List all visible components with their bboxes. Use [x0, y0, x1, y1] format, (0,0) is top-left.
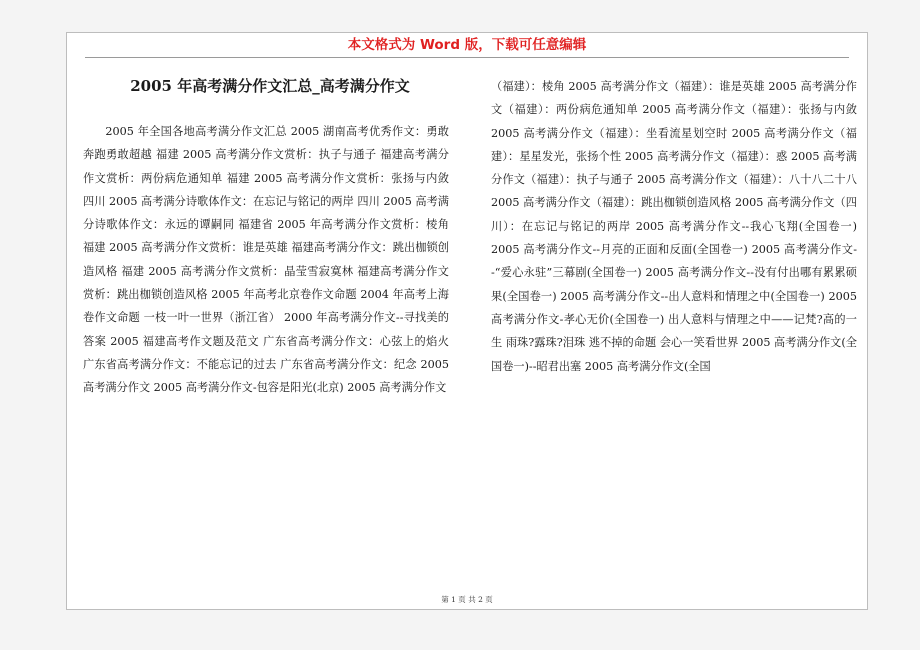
- left-column: [83, 75, 449, 400]
- left-body-text: 2005 年全国各地高考满分作文汇总 2005 湖南高考优秀作文：勇敢奔跑勇敢超越 福建 2005 高考满分作文赏析：执子与通子 福建高考满分作文赏析：两份病危通知单 福建 2005 高考满分作文赏析：张扬与内敛 四川 2005 高考满分诗歌体作文：在忘记与铭记的两岸 四川 2005 高考满分诗歌体作文：永远的谭嗣同 福建省 2005 年高考满分作文赏析：棱角 福建 2005 高考满分作文赏析：谁是英雄 福建高考满分作文：跳出枷锁创造风格 福建 2005 高考满分作文赏析：晶莹雪寂寞林 福建高考满分作文赏析：跳出枷锁创造风格 2005 年高考北京卷作文命题 2004 年高考上海卷作文命题 一枝一叶一世界（浙江省） 2000 年高考满分作文--寻找美的答案 2005 福建高考作文题及范文 广东省高考满分作文：心弦上的焰火 广东省高考满分作文：不能忘记的过去 广东省高考满分作文：纪念 2005 高考满分作文 2005 高考满分作文-包容是阳光(北京) 2005 高考满分作文: [83, 125, 449, 395]
- right-body-text: （福建）：棱角 2005 高考满分作文（福建）：谁是英雄 2005 高考满分作文（福建）：两份病危通知单 2005 高考满分作文（福建）：张扬与内敛 2005 高考满分作文（福建）：坐看流星划空时 2005 高考满分作文（福建）：星星发光，张扬个性 2005 高考满分作文（福建）：惑 2005 高考满分作文（福建）：执子与通子 2005 高考满分作文（福建）：八十八二十八 2005 高考满分作文（福建）：跳出枷锁创造风格 2005 高考满分作文（四川）：在忘记与铭记的两岸 2005 高考满分作文--我心飞翔(全国卷一) 2005 高考满分作文--月亮的正面和反面(全国卷一) 2005 高考满分作文--“爱心永驻”三幕剧(全国卷一) 2005 高考满分作文--没有付出哪有累累硕果(全国卷一) 2005 高考满分作文--出人意料和情理之中(全国卷一) 2005 高考满分作文-孝心无价(全国卷一) 出人意料与情理之中——记梵?高的一生 雨珠?露珠?泪珠 逃不掉的命题 会心一笑看世界 2005 高考满分作文(全国卷一)--昭君出塞 2005 高考满分作文(全国: [491, 80, 857, 373]
- page-number: 第 1 页 共 2 页: [441, 595, 493, 604]
- header-divider: [85, 57, 849, 58]
- word-format-notice: 本文格式为 Word 版，下载可任意编辑: [347, 37, 587, 53]
- document-page: [66, 32, 868, 610]
- right-column: [491, 75, 857, 378]
- document-title: 2005 年高考满分作文汇总_高考满分作文: [130, 77, 410, 95]
